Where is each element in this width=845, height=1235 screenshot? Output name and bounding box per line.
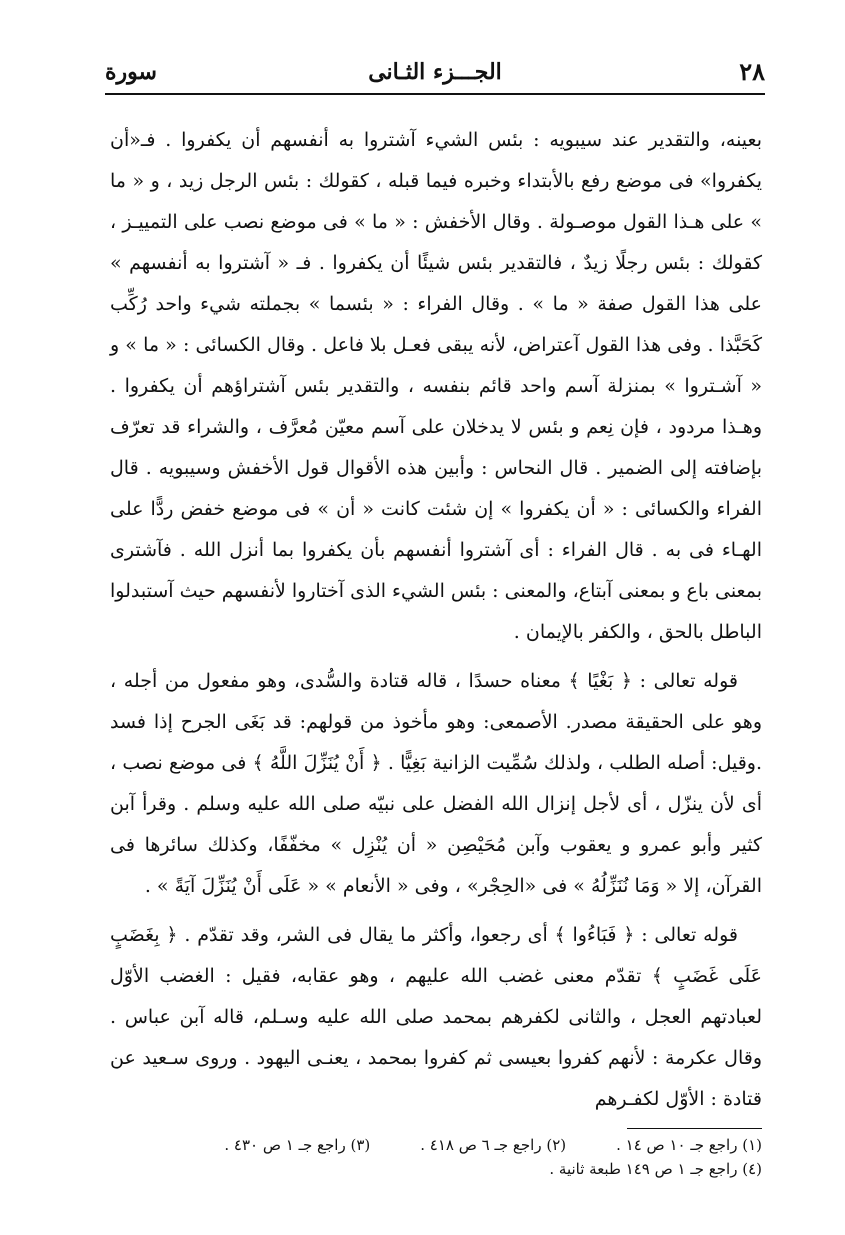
paragraph: قوله تعالى : ﴿ فَبَاءُوا ﴾ أى رجعوا، وأكثر ما يقال فى الشر، وقد تقدّم . ﴿ بِغَضَبٍ عَلَى غَضَبٍ ﴾ تقدّم معنى غضب الله عليهم ، وهو عقابه، فقيل : الغضب الأوّل لعبادتهم العجل ، والثانى لكفرهم بمحمد صلى الله عليه وسـلم، قاله آبن عباس . وقال عكرمة : لأنهم كفروا بعيسى ثم كفروا بمحمد ، يعنـى اليهود . وروى سـعيد عن قتادة : الأوّل لكفـرهم	[110, 924, 762, 1110]
footnote: (٢) راجع جـ ٦ ص ٤١٨ .	[420, 1136, 567, 1154]
footnote: (٣) راجع جـ ١ ص ٤٣٠ .	[224, 1136, 371, 1154]
running-title: الجـــزء الثـانى	[368, 59, 502, 85]
surah-label: سورة	[105, 59, 157, 85]
footnote-row	[110, 1133, 762, 1157]
main-text	[110, 120, 762, 1120]
footnote: (١) راجع جـ ١٠ ص ١٤ .	[616, 1136, 762, 1154]
footnotes	[110, 1133, 762, 1181]
footnote: (٤) راجع جـ ١ ص ١٤٩ طبعة ثانية .	[549, 1160, 762, 1178]
header-rule	[105, 93, 765, 95]
footnote-rule	[627, 1128, 762, 1129]
footnote-row	[110, 1157, 762, 1181]
paragraph: بعينه، والتقدير عند سيبويه : بئس الشيء آشتروا به أنفسهم أن يكفروا . فـ«أن يكفروا» فى موضع رفع بالأبتداء وخبره فيما قبله ، كقولك : بئس الرجل زيد ، و « ما » على هـذا القول موصـولة . وقال الأخفش : « ما » فى موضع نصب على التمييـز ، كقولك : بئس رجلًا زيدٌ ، فالتقدير بئس شيئًا أن يكفروا . فـ « آشتروا به أنفسهم » على هذا القول صفة « ما » . وقال الفراء : « بئسما » بجملته شيء واحد رُكِّب كَحَبَّذا . وفى هذا القول آعتراض، لأنه يبقى فعـل بلا فاعل . وقال الكسائى : « ما » و « آشـتروا » بمنزلة آسم واحد قائم بنفسه ، والتقدير بئس آشتراؤهم أن يكفروا . وهـذا مردود ، فإن نِعم و بئس لا يدخلان على آسم معيّن مُعرَّف ، والشراء قد تعرّف بإضافته إلى الضمير . قال النحاس : وأبين هذه الأقوال قول الأخفش وسيبويه . قال الفراء والكسائى : « أن يكفروا » إن شئت كانت « أن » فى موضع خفض ردًّا على الهـاء فى به . قال الفراء : أى آشتروا أنفسهم بأن يكفروا بما أنزل الله . فآشترى بمعنى باع و بمعنى آبتاع، والمعنى : بئس الشيء الذى آختاروا لأنفسهم حيث آستبدلوا الباطل بالحق ، والكفر بالإيمان .	[110, 129, 762, 643]
page-header	[105, 55, 765, 95]
page-number: ٢٨	[739, 57, 765, 86]
paragraph: قوله تعالى : ﴿ بَغْيًا ﴾ معناه حسدًا ، قاله قتادة والسُّدى، وهو مفعول من أجله ، وهو على الحقيقة مصدر. الأصمعى: وهو مأخوذ من قولهم: قد بَغَى الجرح إذا فسد .وقيل: أصله الطلب ، ولذلك سُمِّيت الزانية بَغِيًّا . ﴿ أَنْ يُنَزِّلَ اللَّهُ ﴾ فى موضع نصب ، أى لأن ينزّل ، أى لأجل إنزال الله الفضل على نبيّه صلى الله عليه وسلم . وقرأ آبن كثير وأبو عمرو و يعقوب وآبن مُحَيْصِن « أن يُنْزِل » مخفّفًا، وكذلك سائرها فى القرآن، إلا « وَمَا نُنَزِّلُهُ » فى «الحِجْر» ، وفى « الأنعام » « عَلَى أَنْ يُنَزِّلَ آيَةً » .	[110, 670, 762, 897]
